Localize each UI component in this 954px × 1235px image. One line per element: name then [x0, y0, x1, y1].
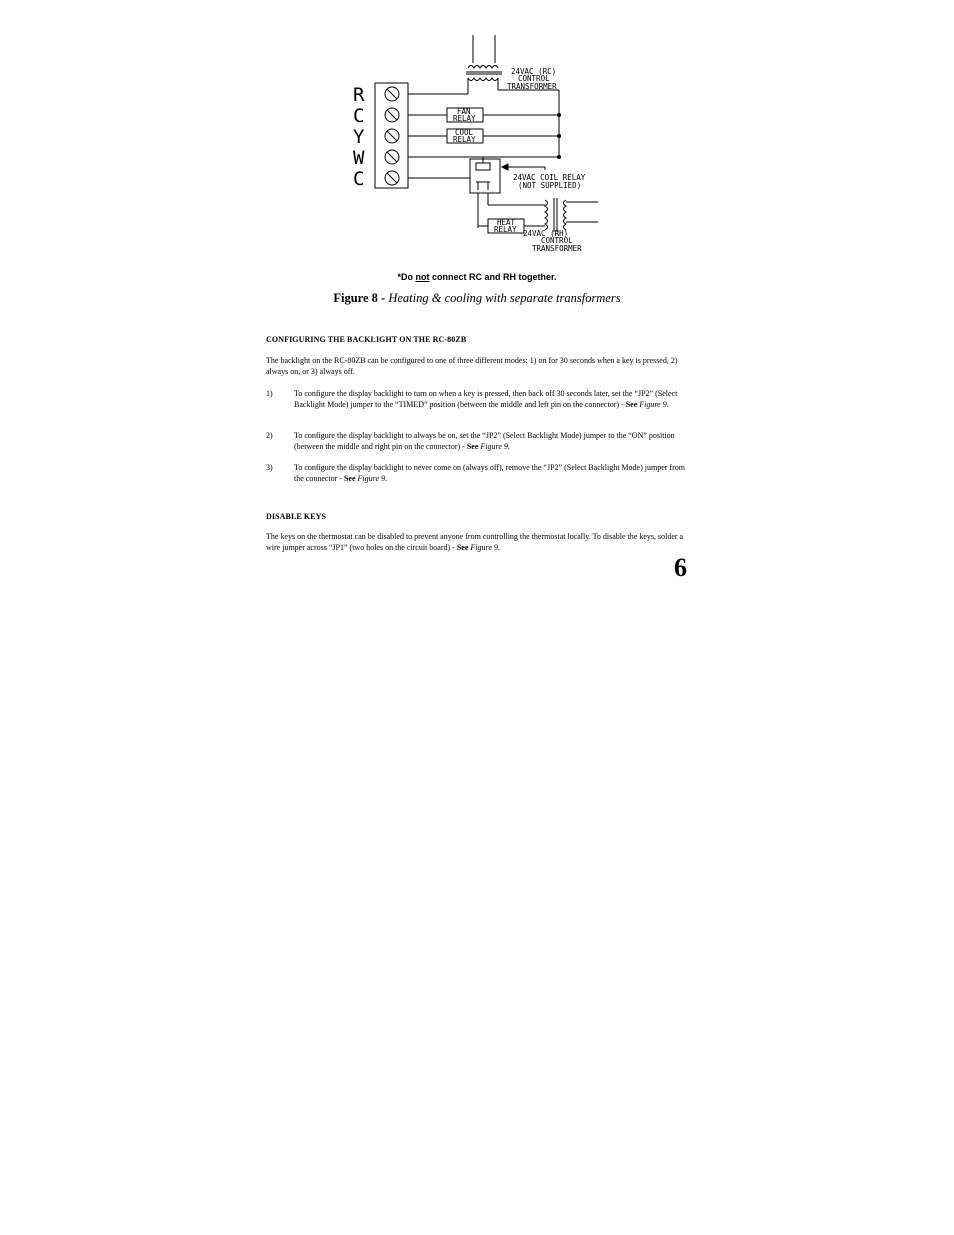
terminal-screws: [385, 87, 399, 185]
disable-keys-text: The keys on the thermostat can be disabled to prevent anyone from controlling the thermostat locally. To disable the keys, solder a wire jumper across “JP1” (two holes on the circuit board) - See Figure 9.: [266, 532, 684, 552]
rh-transformer-label-3: TRANSFORMER: [532, 244, 582, 253]
rc-transformer-label-3: TRANSFORMER: [507, 82, 557, 91]
coil-relay-label-1: 24VAC COIL RELAY: [513, 173, 586, 182]
backlight-item-3: 3) To configure the display backlight to never come on (always off), remove the “JP2” (Select Backlight Mode) jumper from the connector - See Figure 9.: [266, 463, 685, 483]
terminal-label-r: R: [353, 84, 365, 106]
coil-relay-box: [470, 159, 500, 193]
fan-relay-label-2: RELAY: [453, 114, 476, 123]
rh-transformer-label-1: 24VAC (RH): [523, 229, 569, 238]
terminal-label-c2: C: [353, 168, 365, 190]
page-number: 6: [674, 553, 687, 582]
wiring-diagram: [340, 30, 620, 260]
rh-transformer-symbol: [540, 198, 598, 232]
wiring-note: *Do not connect RC and RH together.: [397, 272, 557, 282]
backlight-heading: CONFIGURING THE BACKLIGHT ON THE RC-80ZB: [266, 335, 467, 344]
rh-transformer-label-2: CONTROL: [541, 236, 573, 245]
backlight-item-2: 2) To configure the display backlight to always be on, set the “JP2” (Select Backlight Mode) jumper to the “ON” position (between the middle and right pin on the connector) - See Figure 9.: [266, 431, 675, 451]
figure-title: Heating & cooling with separate transformers: [388, 291, 621, 305]
rc-transformer-label-1: 24VAC (RC): [511, 67, 557, 76]
figure-label: Figure 8 -: [333, 291, 389, 305]
terminal-label-w: W: [353, 147, 365, 169]
figure-caption: [250, 291, 704, 306]
cool-relay-label-1: COOL: [455, 128, 474, 137]
cool-relay-label-2: RELAY: [453, 135, 476, 144]
coil-relay-label-2: (NOT SUPPLIED): [518, 181, 582, 190]
heat-relay-label-2: RELAY: [494, 225, 517, 234]
terminal-label-y: Y: [353, 126, 365, 148]
disable-keys-heading: DISABLE KEYS: [266, 512, 327, 521]
terminal-label-c: C: [353, 105, 365, 127]
backlight-intro: The backlight on the RC-80ZB can be configured to one of three different modes: 1) on for 30 seconds when a key is pressed, 2) always on, or 3) always off.: [266, 356, 678, 376]
rc-transformer-label-2: CONTROL: [518, 74, 550, 83]
backlight-item-1: 1) To configure the display backlight to turn on when a key is pressed, then back off 30 seconds later, set the “JP2” (Select Backlight Mode) jumper to the “TIMED” position (between the middle and left pin on the connector) - See Figure 9.: [266, 389, 678, 409]
heat-relay-label-1: HEAT: [497, 218, 516, 227]
fan-relay-label-1: FAN: [457, 107, 471, 116]
